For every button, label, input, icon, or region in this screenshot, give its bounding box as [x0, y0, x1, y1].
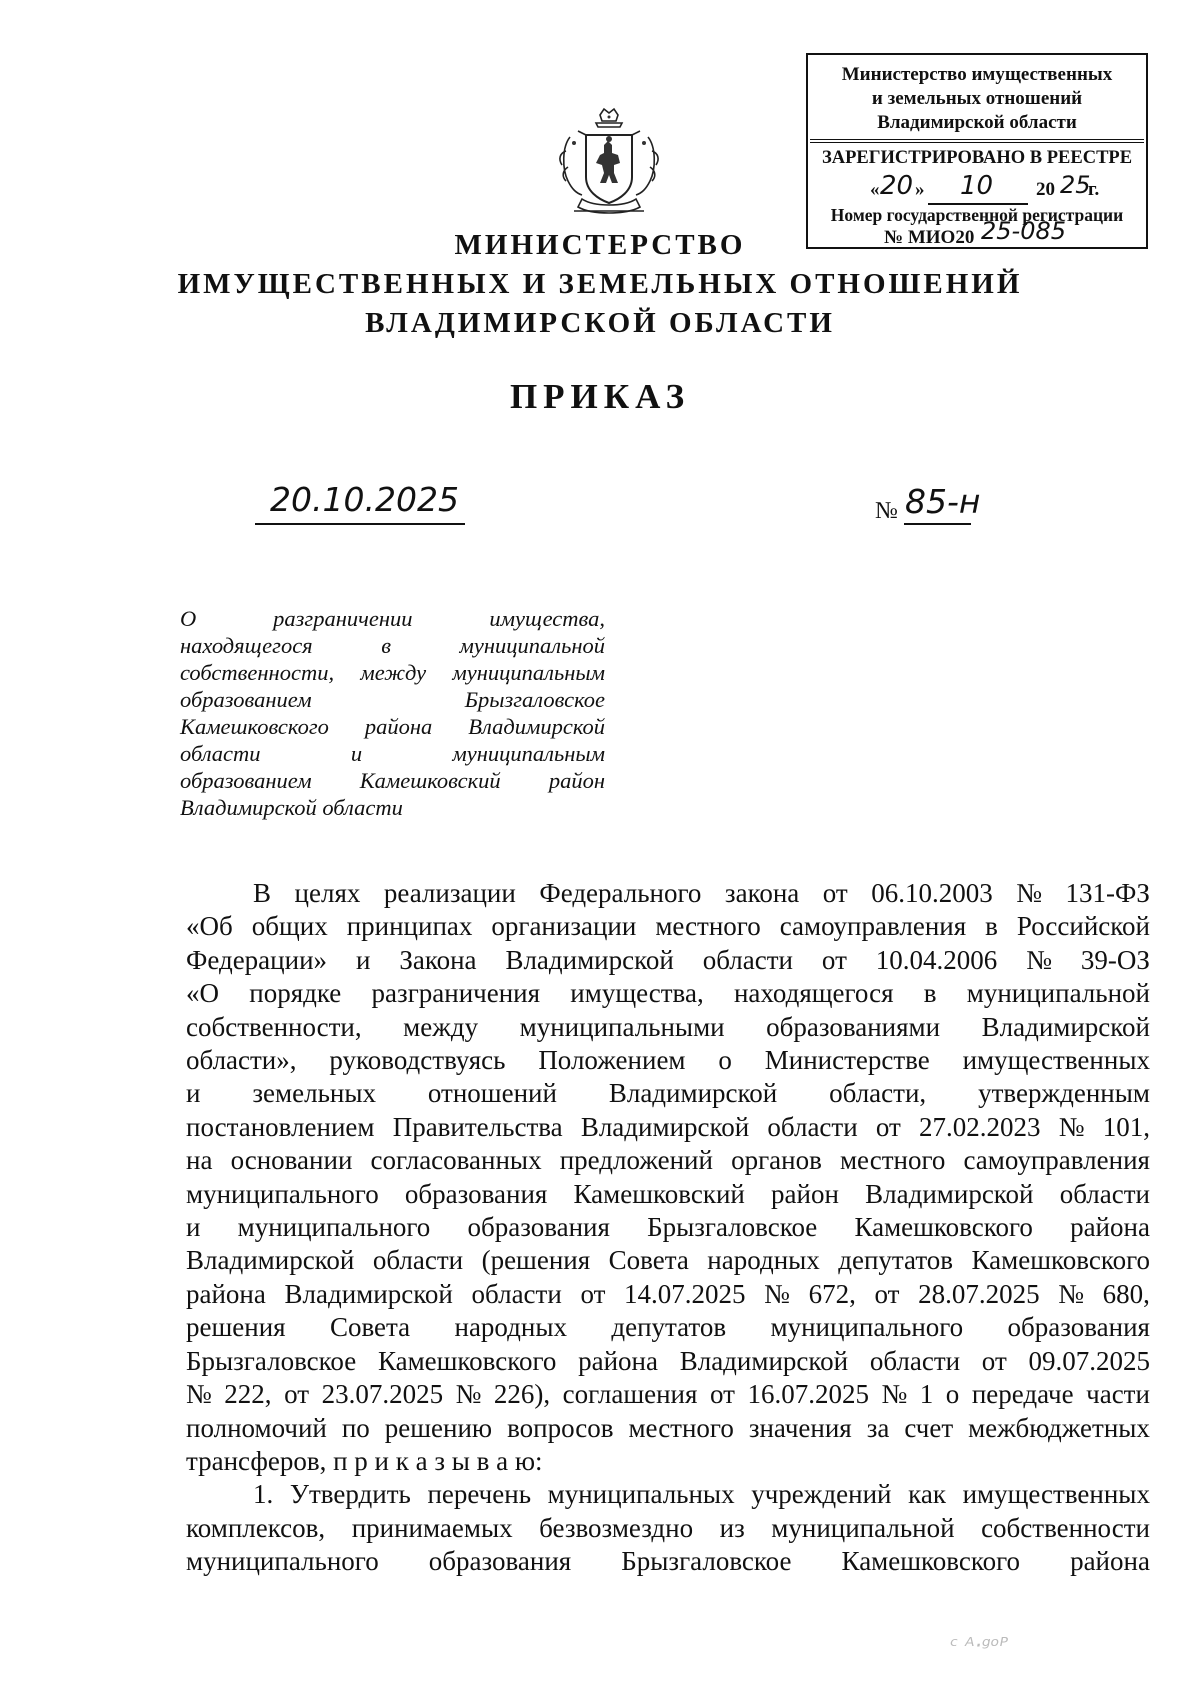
word: утвержденным	[978, 1078, 1150, 1109]
body-line	[186, 1445, 1150, 1478]
word: район	[548, 768, 605, 793]
word: района	[364, 714, 433, 739]
body-line	[186, 1077, 1150, 1110]
body-line	[186, 1545, 1150, 1578]
word: области	[869, 1345, 961, 1376]
ministry-line: ВЛАДИМИРСКОЙ ОБЛАСТИ	[365, 307, 835, 339]
word: района	[578, 1345, 658, 1376]
body-line	[186, 877, 1150, 910]
subject-line	[180, 659, 605, 686]
word: образования	[467, 1212, 610, 1243]
word: местного	[655, 911, 761, 942]
word: реализации	[383, 878, 516, 908]
word: муниципальной	[966, 978, 1150, 1009]
word: области,	[829, 1078, 927, 1109]
word: принимаемых	[351, 1512, 513, 1543]
word: 680,	[1102, 1278, 1150, 1309]
stamp-day: 20	[880, 171, 914, 201]
word: области	[372, 1245, 464, 1276]
word: от	[874, 1278, 900, 1309]
word: учреждений	[751, 1479, 892, 1510]
subject-line	[180, 767, 605, 794]
word: муниципальной	[771, 1512, 955, 1543]
word: о	[945, 1379, 960, 1410]
body-line	[186, 1278, 1150, 1311]
word: части	[1086, 1379, 1150, 1410]
word: Владимирской	[865, 1178, 1034, 1209]
word: 226),	[493, 1379, 551, 1410]
word: местного	[839, 1145, 946, 1176]
word: передаче	[971, 1379, 1074, 1410]
body-line	[186, 1144, 1150, 1177]
word: №	[881, 1379, 908, 1410]
word: Камешковского	[377, 1345, 557, 1376]
word: в	[985, 911, 998, 942]
word: Владимирской	[981, 1011, 1150, 1042]
subject-line	[180, 686, 605, 713]
stamp-year-prefix: 20	[1036, 179, 1055, 200]
word: №	[764, 1278, 790, 1309]
word: 222,	[224, 1379, 272, 1410]
word: руководствуясь	[329, 1045, 506, 1076]
word: района	[1070, 1546, 1150, 1577]
word: муниципальными	[519, 1011, 725, 1042]
word: собственности,	[186, 1011, 362, 1042]
word: Совета	[608, 1245, 689, 1276]
word: 1	[919, 1379, 934, 1410]
registration-stamp	[806, 53, 1148, 249]
word: 39-ОЗ	[1080, 944, 1150, 975]
stamp-year-suffix: 25	[1060, 171, 1091, 199]
word: области	[767, 1111, 858, 1142]
word: Владимирской	[679, 1345, 849, 1376]
word: основании	[230, 1145, 353, 1176]
word: Владимирской	[505, 944, 674, 975]
word: района	[1070, 1212, 1150, 1243]
subject-line	[180, 605, 605, 632]
order-number: 85-н	[905, 482, 981, 521]
body-line	[186, 977, 1150, 1010]
word: разграничении	[273, 606, 413, 631]
word: образования	[428, 1546, 572, 1577]
word: перечень	[427, 1479, 532, 1510]
word: Утвердить	[289, 1479, 411, 1510]
word: постановлением	[186, 1111, 375, 1142]
word: образования	[1007, 1312, 1150, 1343]
order-subject	[180, 605, 605, 821]
word: образованиями	[766, 1011, 941, 1042]
word: закона	[724, 878, 800, 908]
body-line	[186, 1178, 1150, 1211]
word: Российской	[1016, 911, 1150, 942]
word: района	[186, 1278, 266, 1309]
word: имущества,	[570, 978, 704, 1009]
word: решения	[186, 1312, 286, 1343]
word: за	[866, 1412, 890, 1443]
word: полномочий	[186, 1412, 327, 1443]
word: от	[822, 878, 848, 908]
number-sign: №	[875, 498, 898, 524]
word: трансферов, п р и к а з ы в а ю:	[186, 1445, 543, 1476]
subject-line	[180, 632, 605, 659]
body-line	[186, 1211, 1150, 1244]
body-line	[186, 1011, 1150, 1044]
word: как	[908, 1479, 946, 1510]
coat-of-arms-emblem	[556, 107, 662, 220]
word: В	[253, 878, 272, 908]
word: 131-ФЗ	[1065, 878, 1150, 908]
word: комплексов,	[186, 1512, 326, 1543]
word: и	[350, 741, 363, 766]
word: Министерстве	[764, 1045, 930, 1076]
word: Владимирской	[580, 1111, 750, 1142]
stamp-reg-prefix: № МИО20	[884, 227, 975, 248]
word: Правительства	[392, 1111, 563, 1142]
word: депутатов	[611, 1312, 727, 1343]
word: организации	[491, 911, 637, 942]
number-underline	[904, 523, 971, 525]
word: Камешковского	[854, 1212, 1033, 1243]
word: 14.07.2025	[624, 1278, 746, 1309]
word: №	[455, 1379, 482, 1410]
word: образованием	[180, 768, 312, 793]
word: межбюджетных	[968, 1412, 1150, 1443]
word: области»,	[186, 1045, 297, 1076]
word: в	[923, 978, 937, 1009]
word: от	[709, 1379, 735, 1410]
word: Федерального	[539, 878, 702, 908]
subject-line	[180, 794, 605, 821]
word: и	[355, 944, 371, 975]
word: целях	[294, 878, 361, 908]
word: 10.04.2006	[875, 944, 998, 975]
word: находящегося	[733, 978, 894, 1009]
body-line	[186, 1512, 1150, 1545]
word: Совета	[329, 1312, 411, 1343]
ministry-line: ИМУЩЕСТВЕННЫХ И ЗЕМЕЛЬНЫХ ОТНОШЕНИЙ	[177, 268, 1023, 300]
stamp-registered-label: ЗАРЕГИСТРИРОВАНО В РЕЕСТРЕ	[821, 148, 1133, 168]
word: Камешковского	[971, 1245, 1150, 1276]
word: земельных	[252, 1078, 376, 1109]
body-line	[186, 1378, 1150, 1411]
word: общих	[251, 911, 328, 942]
word: имущественных	[962, 1045, 1150, 1076]
word: 28.07.2025	[918, 1278, 1040, 1309]
word: и	[186, 1212, 201, 1243]
word: Брызгаловское	[621, 1546, 792, 1577]
word: вопросов	[507, 1412, 614, 1443]
subject-line	[180, 713, 605, 740]
faint-mark: ᶜ ᴬ·ᵍᵒᴾ	[950, 1634, 1008, 1659]
word: счет	[904, 1412, 954, 1443]
word: решению	[384, 1412, 493, 1443]
stamp-date	[808, 173, 1146, 205]
word: имущественных	[962, 1479, 1150, 1510]
word: образованием	[180, 687, 312, 712]
word: депутатов	[838, 1245, 954, 1276]
word: находящегося	[180, 633, 313, 658]
word: 672,	[808, 1278, 856, 1309]
word: от	[821, 944, 847, 975]
word: 1.	[253, 1479, 274, 1510]
word: Владимирской	[186, 1245, 355, 1276]
word: самоуправления	[963, 1145, 1150, 1176]
word: органов	[731, 1145, 822, 1176]
word: между	[403, 1011, 479, 1042]
word: по	[341, 1412, 370, 1443]
word: Владимирской	[284, 1278, 453, 1309]
order-date: 20.10.2025	[270, 480, 459, 519]
word: №	[186, 1379, 212, 1410]
word: местного	[628, 1412, 734, 1443]
word: области	[702, 944, 793, 975]
body-line	[186, 1311, 1150, 1344]
body-line	[186, 1412, 1150, 1445]
word: муниципального	[237, 1212, 431, 1243]
word: №	[1026, 944, 1052, 975]
stamp-org-line: Владимирской области	[877, 112, 1077, 133]
word: 101,	[1102, 1111, 1150, 1142]
word: собственности	[981, 1512, 1150, 1543]
word: «Об	[186, 911, 233, 942]
word: безвозмездно	[539, 1512, 694, 1543]
word: народных	[707, 1245, 820, 1276]
stamp-org-line: Министерство имущественных	[841, 64, 1113, 85]
word: отношений	[427, 1078, 557, 1109]
body-line	[186, 1345, 1150, 1378]
body-line	[186, 910, 1150, 943]
word: Камешковского	[180, 714, 329, 739]
subject-line	[180, 740, 605, 767]
word: муниципального	[770, 1312, 964, 1343]
body-line	[186, 1244, 1150, 1277]
body-line	[186, 1478, 1150, 1511]
word: муниципальных	[547, 1479, 735, 1510]
word: 06.10.2003	[871, 878, 993, 908]
word: принципах	[346, 911, 473, 942]
word: муниципальной	[459, 633, 605, 658]
word: собственности,	[180, 660, 335, 685]
document-type-title: ПРИКАЗ	[509, 377, 691, 416]
stamp-year-end: г.	[1088, 179, 1100, 200]
word: «О	[186, 978, 219, 1009]
word: Камешковский	[573, 1178, 745, 1209]
word: (решения	[481, 1245, 591, 1276]
body-line	[186, 1111, 1150, 1144]
word: №	[1058, 1278, 1084, 1309]
word: области	[471, 1278, 562, 1309]
stamp-org-line: и земельных отношений	[871, 88, 1083, 109]
word: Владимирской	[468, 714, 605, 739]
word: предложений	[559, 1145, 713, 1176]
word: на	[186, 1145, 213, 1176]
word: области	[1059, 1178, 1150, 1209]
word: 27.02.2023	[919, 1111, 1041, 1142]
stamp-organization	[810, 57, 1144, 143]
word: от	[284, 1379, 310, 1410]
word: Владимирской области	[180, 795, 403, 820]
word: Положением	[538, 1045, 686, 1076]
word: Брызгаловское	[647, 1212, 818, 1243]
word: Владимирской	[608, 1078, 778, 1109]
word: соглашения	[562, 1379, 698, 1410]
stamp-month: 10	[960, 171, 994, 201]
ministry-header	[0, 226, 1200, 343]
word: разграничения	[371, 978, 541, 1009]
word: №	[1016, 878, 1043, 908]
word: от	[981, 1345, 1007, 1376]
word: из	[719, 1512, 745, 1543]
stamp-reg-value: 25-085	[981, 217, 1067, 245]
word: муниципальным	[452, 741, 605, 766]
date-underline	[255, 523, 465, 525]
body-line	[186, 1044, 1150, 1077]
word: образования	[404, 1178, 548, 1209]
word: от	[580, 1278, 606, 1309]
quote-close: »	[915, 179, 925, 200]
word: согласованных	[370, 1145, 542, 1176]
word: значения	[748, 1412, 852, 1443]
word: Федерации»	[186, 944, 328, 975]
body-line	[186, 944, 1150, 977]
word: 16.07.2025	[747, 1379, 869, 1410]
word: О	[180, 606, 197, 631]
ministry-line: МИНИСТЕРСТВО	[454, 229, 746, 261]
word: имущества,	[489, 606, 605, 631]
word: 09.07.2025	[1028, 1345, 1150, 1376]
word: самоуправления	[779, 911, 967, 942]
word: муниципального	[186, 1546, 379, 1577]
word: муниципальным	[452, 660, 605, 685]
quote-open: «	[870, 179, 880, 200]
word: и	[186, 1078, 201, 1109]
word: №	[1058, 1111, 1085, 1142]
word: между	[360, 660, 427, 685]
word: 23.07.2025	[321, 1379, 444, 1410]
stamp-reg-number-label: Номер государственной регистрации	[830, 205, 1124, 225]
word: Закона	[399, 944, 477, 975]
word: муниципального	[186, 1178, 379, 1209]
word: Камешковского	[841, 1546, 1021, 1577]
word: порядке	[249, 978, 342, 1009]
word: о	[718, 1045, 732, 1076]
word: в	[381, 633, 391, 658]
word: народных	[454, 1312, 567, 1343]
order-body	[186, 877, 1150, 1579]
word: области	[180, 741, 261, 766]
word: Брызгаловское	[464, 687, 605, 712]
word: Брызгаловское	[186, 1345, 357, 1376]
word: район	[771, 1178, 839, 1209]
word: Камешковский	[359, 768, 501, 793]
word: от	[875, 1111, 901, 1142]
